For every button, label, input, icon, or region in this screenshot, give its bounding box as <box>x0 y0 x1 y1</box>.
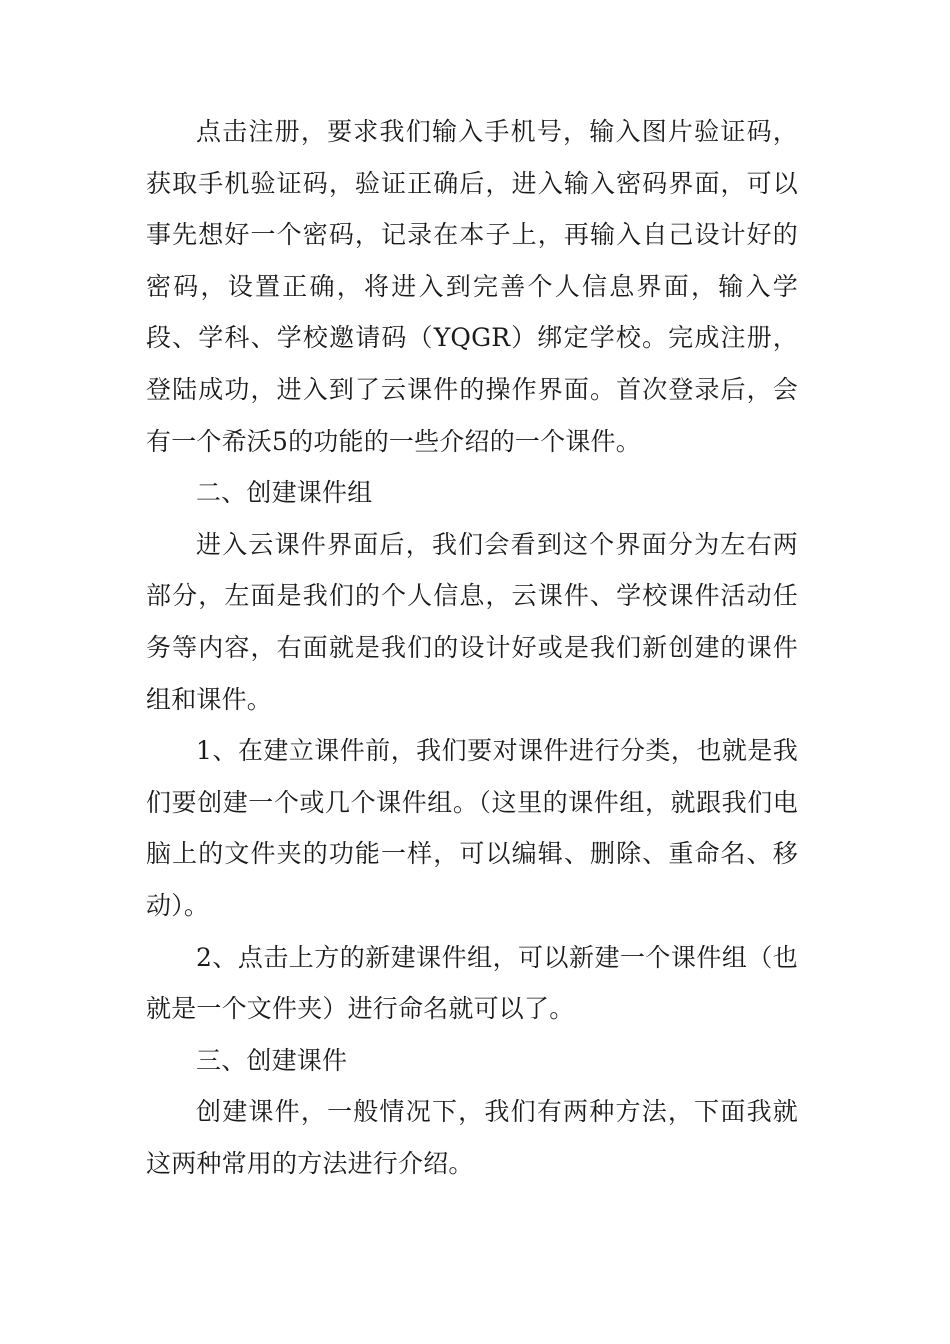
document-body <box>146 106 798 1189</box>
paragraph-cloud-interface: 进入云课件界面后，我们会看到这个界面分为左右两部分，左面是我们的个人信息，云课件、学校课件活动任务等内容，右面就是我们的设计好或是我们新创建的课件组和课件。 <box>146 529 798 714</box>
paragraph-two-methods: 创建课件，一般情况下，我们有两种方法，下面我就这两种常用的方法进行介绍。 <box>146 1097 798 1178</box>
section-heading-create-courseware: 三、创建课件 <box>196 1045 348 1075</box>
paragraph-step-1: 1、在建立课件前，我们要对课件进行分类，也就是我们要创建一个或几个课件组。（这里的课件组，就跟我们电脑上的文件夹的功能一样，可以编辑、删除、重命名、移动）。 <box>146 736 798 920</box>
paragraph-registration: 点击注册，要求我们输入手机号，输入图片验证码，获取手机验证码，验证正确后，进入输入密码界面，可以事先想好一个密码，记录在本子上，再输入自己设计好的密码，设置正确，将进入到完善个人信息界面，输入学段、学科、学校邀请码（YQGR）绑定学校。完成注册，登陆成功，进入到了云课件的操作界面。首次登录后，会有一个希沃5的功能的一些介绍的一个课件。 <box>146 117 798 456</box>
section-heading-create-group: 二、创建课件组 <box>196 478 373 508</box>
paragraph-step-2: 2、点击上方的新建课件组，可以新建一个课件组（也就是一个文件夹）进行命名就可以了。 <box>146 942 798 1024</box>
